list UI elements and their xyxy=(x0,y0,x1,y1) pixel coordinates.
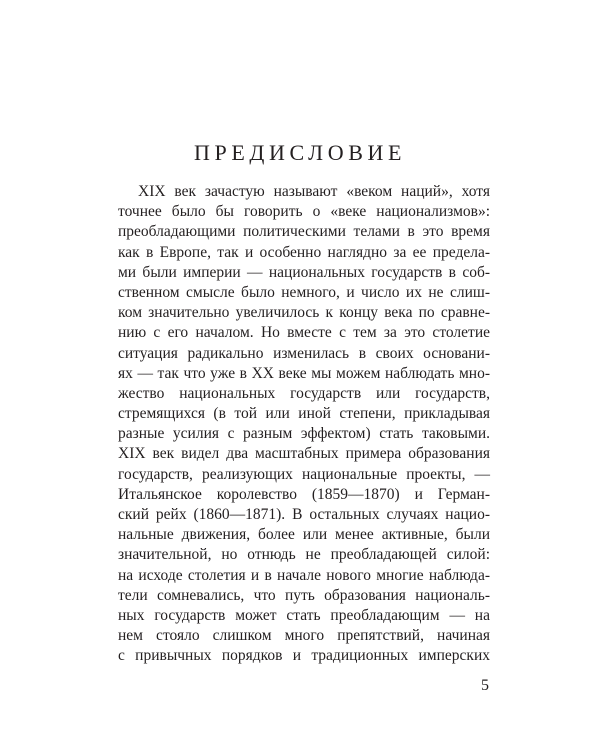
text-line: стремящихся (в той или иной степени, прикладывая xyxy=(118,405,490,423)
text-line: на исходе столетия и в начале нового многие наблюда- xyxy=(118,566,490,584)
text-line: ми были империи — национальных государств в соб- xyxy=(118,263,490,281)
text-line: ственном смысле было немного, и число их не слиш- xyxy=(118,283,490,301)
text-line: нальные движения, более или менее активные, были xyxy=(118,526,490,544)
body-paragraph xyxy=(118,182,490,667)
text-line: как в Европе, так и особенно наглядно за ее предела- xyxy=(118,243,490,261)
text-line: точнее было бы говорить о «веке национализмов»: xyxy=(118,203,490,221)
page-number: 5 xyxy=(481,677,489,694)
text-line: нем стояло слишком много препятствий, начиная xyxy=(118,627,490,645)
text-line: XIX век зачастую называют «веком наций», хотя xyxy=(138,183,490,200)
text-line: XIX век видел два масштабных примера образования xyxy=(118,445,490,463)
chapter-title: ПРЕДИСЛОВИЕ xyxy=(194,140,406,165)
text-line: ситуация радикально изменилась в своих основани- xyxy=(118,344,490,362)
text-line: ком значительно увеличилось к концу века по сравне- xyxy=(118,304,490,322)
text-line: тели сомневались, что путь образования националь- xyxy=(118,586,490,604)
text-line: ных государств может стать преобладающим — на xyxy=(118,606,490,624)
text-line: с привычных порядков и традиционных имперских xyxy=(118,647,490,665)
text-line: ский рейх (1860—1871). В остальных случаях нацио- xyxy=(118,506,490,523)
text-line: преобладающими политическими телами в это время xyxy=(118,223,490,241)
text-line: разные усилия с разным эффектом) стать таковыми. xyxy=(118,425,490,443)
text-line: Итальянское королевство (1859—1870) и Герман- xyxy=(118,485,490,503)
text-line: государств, реализующих национальные проекты, — xyxy=(118,465,490,483)
text-line: жество национальных государств или государств, xyxy=(118,384,490,402)
text-line: нию с его началом. Но вместе с тем за это столетие xyxy=(118,324,490,342)
text-line: значительной, но отнюдь не преобладающей силой: xyxy=(118,546,490,564)
text-line: ях — так что уже в XX веке мы можем наблюдать мно- xyxy=(118,364,490,382)
